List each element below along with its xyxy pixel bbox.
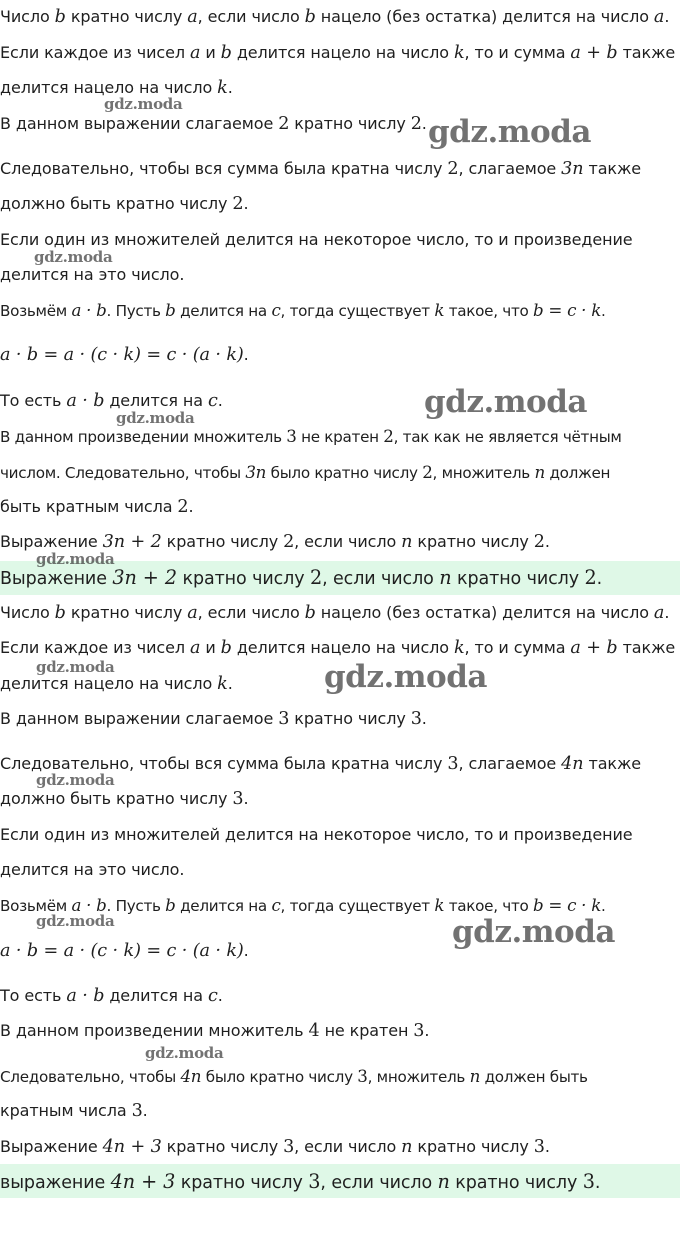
formula-line: a · b = a · (c · k) = c · (a · k). (0, 941, 249, 961)
paragraph-line: быть кратным числа 2. (0, 497, 194, 517)
answer-text: Выражение 3n + 2 кратно числу 2, если число n кратно числу 2. (0, 566, 603, 589)
watermark-small: gdz.moda (116, 409, 195, 427)
paragraph-line: Следовательно, чтобы вся сумма была кратна числу 2, слагаемое 3n также (0, 159, 642, 179)
paragraph-line: должно быть кратно числу 3. (0, 789, 249, 809)
paragraph-line: делится нацело на число k. (0, 78, 233, 98)
watermark-small: gdz.moda (104, 95, 183, 113)
paragraph-line: Следовательно, чтобы 4n было кратно числу 3, множитель n должен быть (0, 1066, 588, 1086)
paragraph-line: Если каждое из чисел a и b делится нацело на число k, то и сумма a + b также (0, 638, 676, 658)
paragraph-line: Выражение 4n + 3 кратно числу 3, если число n кратно числу 3. (0, 1137, 550, 1157)
watermark-small: gdz.moda (36, 658, 115, 676)
paragraph-line: Если один из множителей делится на некоторое число, то и произведение (0, 825, 633, 844)
answer-text: выражение 4n + 3 кратно числу 3, если число n кратно числу 3. (0, 1170, 601, 1193)
paragraph-line: Число b кратно числу a, если число b нацело (без остатка) делится на число a. (0, 7, 670, 27)
watermark-small: gdz.moda (36, 550, 115, 568)
paragraph-line: кратным числа 3. (0, 1101, 148, 1121)
paragraph-line: Число b кратно числу a, если число b нацело (без остатка) делится на число a. (0, 603, 670, 623)
paragraph-line: делится нацело на число k. (0, 674, 233, 694)
paragraph-line: Возьмём a · b. Пусть b делится на c, тогда существует k такое, что b = c · k. (0, 300, 606, 320)
paragraph-line: делится на это число. (0, 265, 185, 284)
watermark-small: gdz.moda (36, 912, 115, 930)
paragraph-line: Если каждое из чисел a и b делится нацело на число k, то и сумма a + b также (0, 43, 676, 63)
paragraph-line: Следовательно, чтобы вся сумма была кратна числу 3, слагаемое 4n также (0, 754, 642, 774)
paragraph-line: В данном выражении слагаемое 3 кратно числу 3. (0, 709, 427, 729)
watermark-small: gdz.moda (36, 771, 115, 789)
paragraph-line: должно быть кратно числу 2. (0, 194, 249, 214)
paragraph-line: В данном произведении множитель 3 не кратен 2, так как не является чётным (0, 426, 622, 446)
paragraph-line: Возьмём a · b. Пусть b делится на c, тогда существует k такое, что b = c · k. (0, 895, 606, 915)
paragraph-line: В данном произведении множитель 4 не кратен 3. (0, 1021, 430, 1041)
watermark-large: gdz.moda (424, 384, 587, 420)
watermark-large: gdz.moda (452, 914, 615, 950)
paragraph-line: числом. Следовательно, чтобы 3n было кратно числу 2, множитель n должен (0, 462, 611, 482)
formula-line: a · b = a · (c · k) = c · (a · k). (0, 345, 249, 365)
paragraph-line: В данном выражении слагаемое 2 кратно числу 2. (0, 114, 427, 134)
paragraph-line: делится на это число. (0, 860, 185, 879)
watermark-small: gdz.moda (34, 248, 113, 266)
paragraph-line: То есть a · b делится на c. (0, 986, 223, 1006)
paragraph-line: То есть a · b делится на c. (0, 391, 223, 411)
paragraph-line: Если один из множителей делится на некоторое число, то и произведение (0, 230, 633, 249)
watermark-small: gdz.moda (145, 1044, 224, 1062)
watermark-large: gdz.moda (324, 659, 487, 695)
paragraph-line: Выражение 3n + 2 кратно числу 2, если число n кратно числу 2. (0, 532, 550, 552)
watermark-large: gdz.moda (428, 114, 591, 150)
